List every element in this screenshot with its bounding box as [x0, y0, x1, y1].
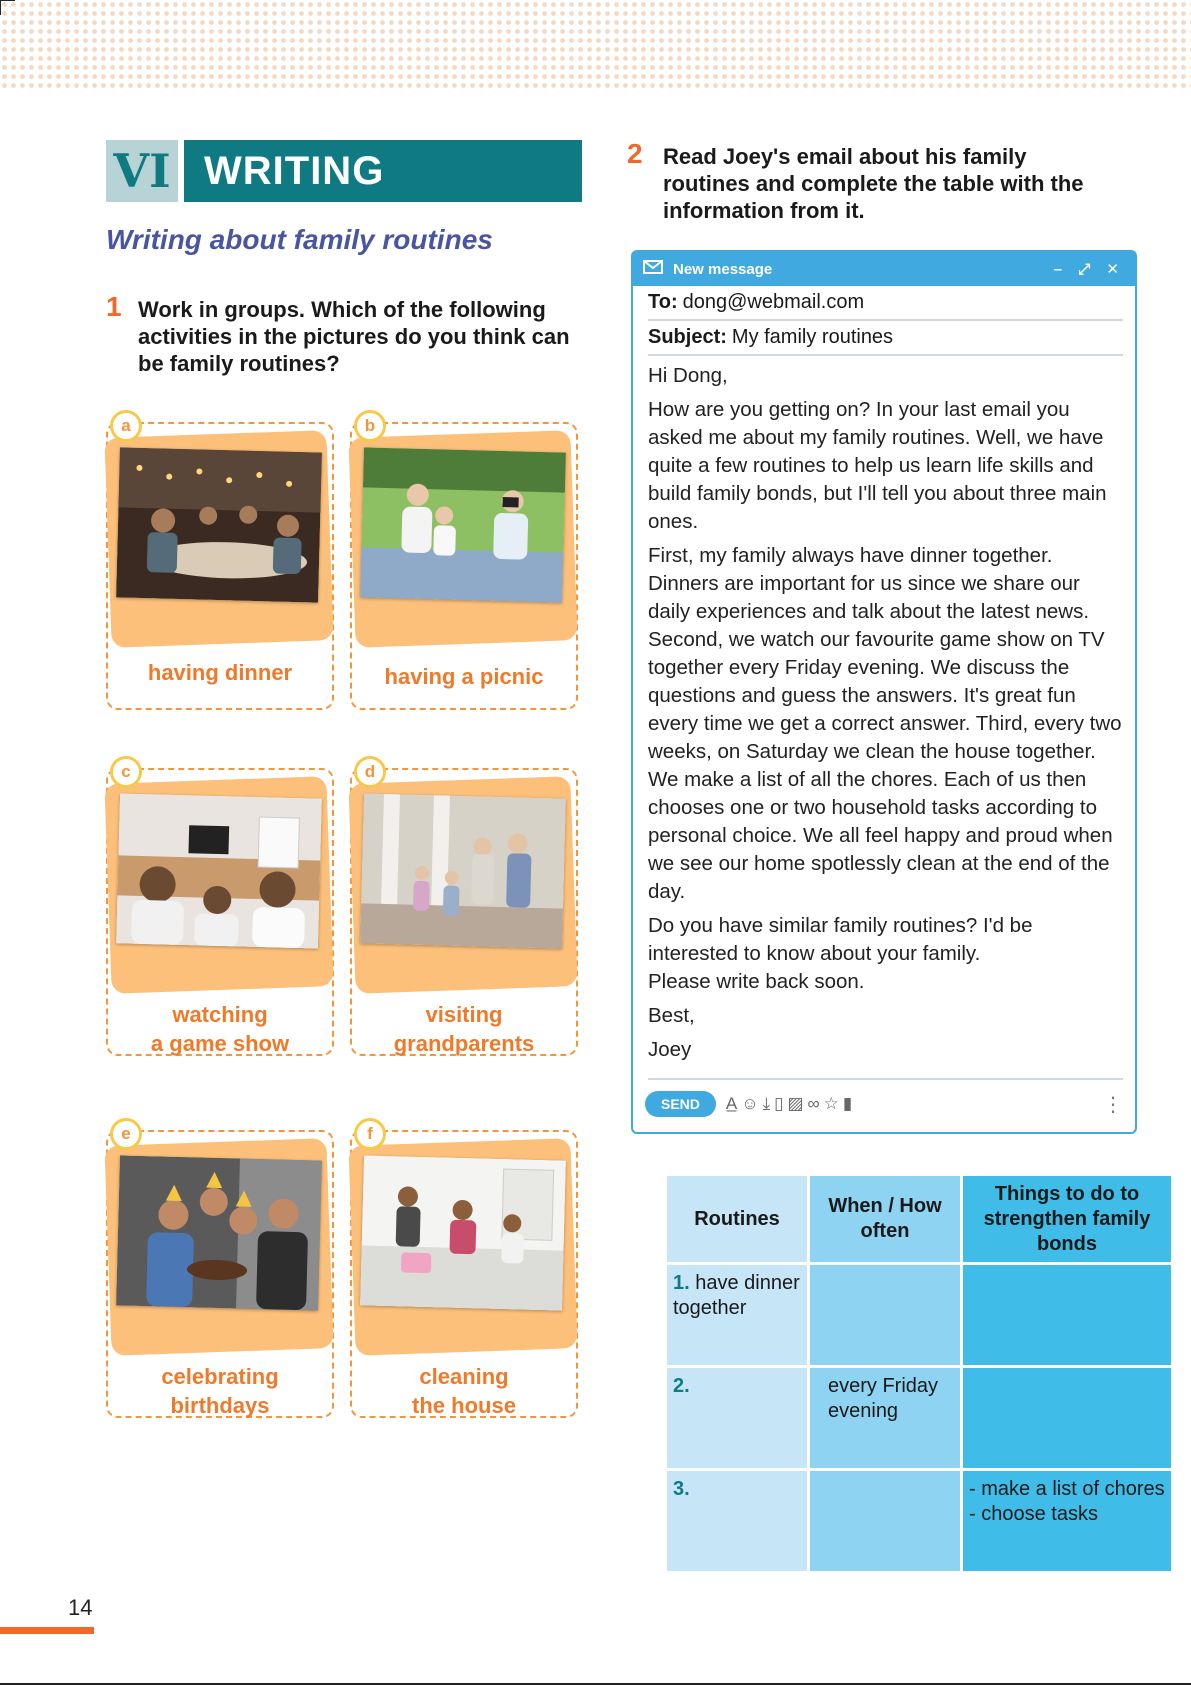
picture-caption: cleaning the house: [412, 1364, 516, 1418]
task-instruction: Read Joey's email about his family routines and complete the table with the information from it.: [663, 144, 1084, 223]
table-row: [667, 1471, 1171, 1571]
email-paragraph-4: Please write back soon.: [648, 970, 865, 993]
star-icon[interactable]: ☆: [823, 1094, 843, 1113]
cleaning-photo: [360, 1155, 566, 1310]
section-heading: [106, 140, 582, 202]
when-cell[interactable]: every Friday evening: [810, 1368, 960, 1468]
picture-caption: watching a game show: [150, 1002, 290, 1056]
email-window-title: New message: [673, 260, 773, 278]
subject-value: My family routines: [731, 326, 894, 348]
picture-letter-badge: b: [354, 410, 386, 442]
section-subtitle: Writing about family routines: [106, 224, 493, 255]
link-icon[interactable]: ∞: [807, 1094, 824, 1113]
picture-letter-badge: f: [354, 1118, 386, 1150]
more-options-icon[interactable]: ⋮: [1103, 1093, 1123, 1116]
attach-icon[interactable]: ⤓: [762, 1094, 775, 1113]
picture-card-a: [106, 416, 334, 712]
grandparents-photo: [360, 793, 566, 948]
picnic-photo: [360, 447, 566, 602]
email-paragraph-3: Do you have similar family routines? I'd be interested to know about your family.: [648, 914, 1033, 965]
to-value: dong@webmail.com: [682, 291, 865, 313]
email-body[interactable]: [633, 356, 1135, 1064]
table-row: [667, 1265, 1171, 1365]
image-icon[interactable]: ▨: [787, 1094, 808, 1113]
picture-card-f: [350, 1124, 578, 1420]
task-2: [627, 138, 1107, 224]
things-cell[interactable]: [963, 1368, 1171, 1468]
picture-letter-badge: c: [110, 756, 142, 788]
picture-letter-badge: d: [354, 756, 386, 788]
format-text-icon[interactable]: A̲: [725, 1094, 742, 1113]
picture-card-e: [106, 1124, 334, 1420]
window-controls[interactable]: – ⤢ ✕: [1053, 261, 1125, 278]
email-signature: Joey: [648, 1038, 692, 1061]
birthday-photo: [116, 1155, 322, 1310]
task-number: 1: [106, 291, 122, 322]
table-header: Things to do to strengthen family bonds: [963, 1176, 1171, 1262]
things-cell[interactable]: - make a list of chores - choose tasks: [963, 1471, 1171, 1571]
table-row: [667, 1368, 1171, 1468]
email-closing: Best,: [648, 1004, 695, 1027]
picture-caption: celebrating birthdays: [161, 1364, 279, 1418]
to-label: To:: [648, 291, 678, 313]
email-window: [631, 250, 1137, 1134]
email-paragraph-1: How are you getting on? In your last email you asked me about my family routines. Well, we have quite a few routines to help us learn life skills and build family bonds, but I'll tell you about three main ones.: [648, 398, 1107, 533]
page-number: 14: [68, 1595, 93, 1620]
to-field[interactable]: [648, 286, 1123, 321]
picture-card-d: [350, 762, 578, 1058]
email-title-bar: [633, 252, 1135, 286]
table-header-row: [667, 1176, 1171, 1262]
game-show-photo: [116, 793, 322, 948]
task-1: [106, 291, 586, 377]
picture-caption: visiting grandparents: [393, 1002, 535, 1056]
picture-card-c: [106, 762, 334, 1058]
subject-field[interactable]: [648, 321, 1123, 356]
table-header: When / How often: [810, 1176, 960, 1262]
picture-letter-badge: a: [110, 410, 142, 442]
when-cell[interactable]: [810, 1265, 960, 1365]
envelope-icon: [643, 260, 663, 278]
task-number: 2: [627, 138, 643, 169]
routine-cell[interactable]: 2.: [667, 1368, 807, 1468]
email-toolbar: [645, 1090, 1123, 1118]
task-instruction: Work in groups. Which of the following activities in the pictures do you think can be family routines?: [138, 297, 570, 376]
drive-icon[interactable]: ▯: [774, 1094, 788, 1113]
email-paragraph-2: First, my family always have dinner together. Dinners are important for us since we share our daily experiences and talk about the latest news. Second, we watch our favourite game show on TV together every Friday evening. We discuss the questions and guess the answers. It's great fun every time we get a correct answer. Third, every two weeks, on Saturday we clean the house together. We make a list of all the chores. Each of us then chooses one or two household tasks according to personal choice. We all feel happy and proud when we see our home spotlessly clean at the end of the day.: [648, 544, 1122, 903]
picture-caption: having dinner: [147, 660, 293, 685]
header-dot-pattern: [0, 0, 1191, 92]
when-cell[interactable]: [810, 1471, 960, 1571]
routine-cell[interactable]: 1. have dinner together: [667, 1265, 807, 1365]
page-number-underline: [0, 1627, 94, 1634]
subject-label: Subject:: [648, 326, 727, 348]
dinner-photo: [116, 447, 322, 602]
routines-table: [664, 1173, 1174, 1574]
email-greeting: Hi Dong,: [648, 364, 728, 387]
things-cell[interactable]: [963, 1265, 1171, 1365]
picture-card-b: [350, 416, 578, 712]
trash-icon[interactable]: ▮: [842, 1094, 857, 1113]
table-header: Routines: [667, 1176, 807, 1262]
picture-caption: having a picnic: [384, 664, 544, 689]
picture-letter-badge: e: [110, 1118, 142, 1150]
crop-mark: [0, 0, 15, 15]
section-title: WRITING: [184, 140, 582, 202]
send-button[interactable]: SEND: [645, 1091, 716, 1117]
routine-cell[interactable]: 3.: [667, 1471, 807, 1571]
emoji-icon[interactable]: ☺: [741, 1094, 763, 1113]
section-number: VI: [106, 140, 178, 202]
